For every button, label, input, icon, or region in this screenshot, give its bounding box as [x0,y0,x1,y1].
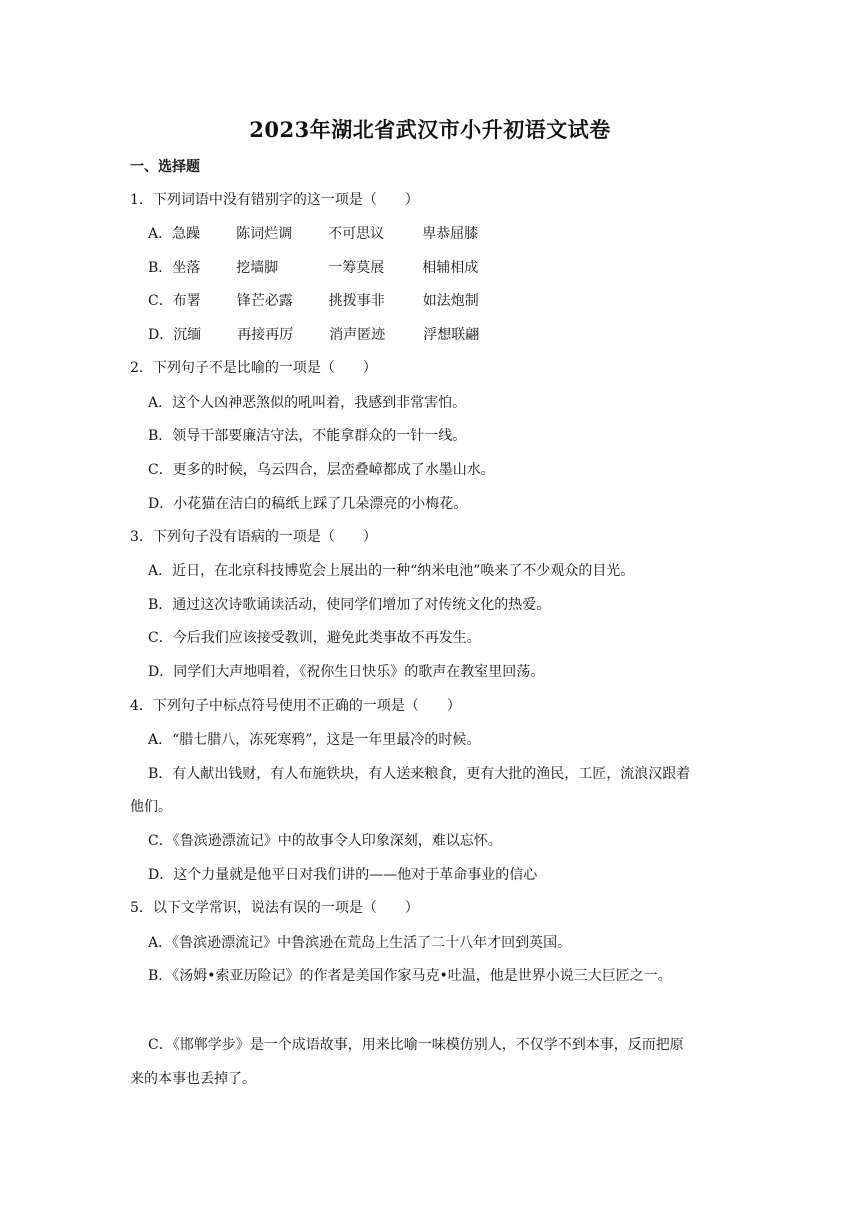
question-3-option-a: A．近日，在北京科技博览会上展出的一种“纳米电池”唤来了不少观众的目光。 [148,563,635,579]
question-1-stem: 1．下列词语中没有错别字的这一项是（ ） [130,192,419,208]
question-1-option-d [148,325,479,345]
question-4-stem: 4．下列句子中标点符号使用不正确的一项是（ ） [130,698,461,714]
word: 布署 [172,293,201,309]
question-5-option-c: C．《邯郸学步》是一个成语故事，用来比喻一味模仿别人，不仅学不到本事，反而把原 [148,1037,684,1053]
question-3-option-c: C．今后我们应该接受教训，避免此类事故不再发生。 [148,630,481,646]
word: 消声匿迹 [329,327,386,343]
option-label: C． [148,293,173,309]
word: 陈词烂调 [236,226,293,242]
question-2-option-b: B．领导干部要廉洁守法，不能拿群众的一针一线。 [148,428,467,444]
question-4-option-b-continued: 他们。 [130,799,172,815]
word: 卑恭屈膝 [422,226,479,242]
word: 挑拨事非 [328,293,385,309]
word: 浮想联翩 [423,327,480,343]
question-1-option-b [148,258,478,278]
word: 锋芒必露 [236,293,293,309]
question-2-option-c: C．更多的时候，乌云四合，层峦叠嶂都成了水墨山水。 [148,462,495,478]
question-4-option-a: A．“腊七腊八，冻死寒鸦”，这是一年里最冷的时候。 [148,732,481,748]
question-1-option-a [148,224,478,244]
option-label: D． [148,327,174,343]
word: 挖墙脚 [236,260,279,276]
word: 急躁 [172,226,201,242]
word: 不可思议 [328,226,385,242]
question-5-stem: 5．以下文学常识，说法有误的一项是（ ） [130,900,419,916]
question-2-stem: 2．下列句子不是比喻的一项是（ ） [130,360,377,376]
question-2-option-d: D．小花猫在洁白的稿纸上踩了几朵漂亮的小梅花。 [148,496,468,512]
word: 一筹莫展 [328,260,385,276]
page-title: 2023年湖北省武汉市小升初语文试卷 [249,117,611,142]
word: 再接再厉 [237,327,294,343]
word: 沉缅 [173,327,202,343]
section-heading: 一、选择题 [130,159,200,175]
question-1-option-c [148,291,479,311]
option-label: A． [148,226,173,242]
question-4-option-b: B．有人献出钱财，有人布施铁块，有人送来粮食，更有大批的渔民，工匠，流浪汉跟着 [148,766,691,782]
question-3-stem: 3．下列句子没有语病的一项是（ ） [130,529,377,545]
option-label: B． [148,260,173,276]
word: 坐落 [172,260,201,276]
word: 如法炮制 [422,293,479,309]
question-5-option-c-continued: 来的本事也丢掉了。 [130,1071,256,1087]
question-3-option-b: B．通过这次诗歌诵读活动，使同学们增加了对传统文化的热爱。 [148,597,551,613]
word: 相辅相成 [422,260,479,276]
question-4-option-c: C．《鲁滨逊漂流记》中的故事令人印象深刻，难以忘怀。 [148,833,502,849]
question-5-option-b: B．《汤姆•索亚历险记》的作者是美国作家马克•吐温，他是世界小说三大巨匠之一。 [148,968,672,984]
question-2-option-a: A．这个人凶神恶煞似的吼叫着，我感到非常害怕。 [148,395,467,411]
question-4-option-d: D．这个力量就是他平日对我们讲的——他对于革命事业的信心 [148,867,538,883]
question-5-option-a: A．《鲁滨逊漂流记》中鲁滨逊在荒岛上生活了二十八年才回到英国。 [148,935,572,951]
question-3-option-d: D．同学们大声地唱着，《祝你生日快乐》的歌声在教室里回荡。 [148,664,545,680]
